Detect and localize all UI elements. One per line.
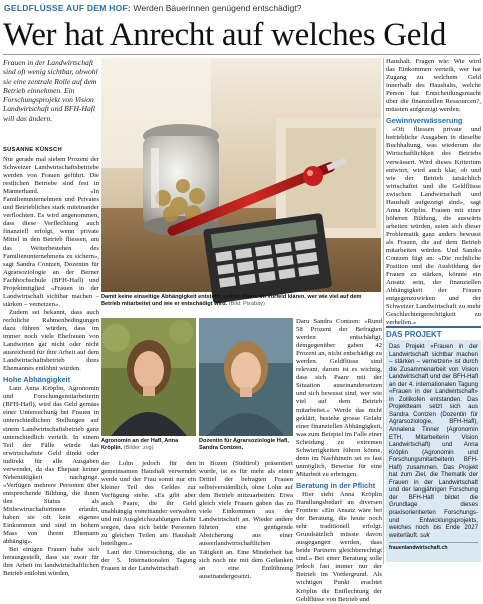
kicker: GELDFLÜSSE AUF DEM HOF: xyxy=(4,3,131,13)
portrait-sandra-contzen xyxy=(199,318,293,436)
portrait-photo xyxy=(101,318,196,436)
topline-subtitle: Werden Bäuerinnen genügend entschädigt? xyxy=(130,3,302,13)
portrait2-caption xyxy=(199,438,293,458)
subheading: Beratung in der Pflicht xyxy=(296,480,376,490)
photo-credit: (Bild: Pixabay) xyxy=(227,300,265,307)
paragraph: Hier sieht Anna Kröplin Handlungsbedarf an diversen Fronten: «Ein Ansatz wäre bei der Beratung, die heute noch sehr traditionell erfolgt. Grundsätzlich müsste davon ausgegangen werden, dass beide Partnern gleichberechtigt sind.» Bei einer Beratung solle jedoch fast immer nur der Betrieb im Vordergrund. Als wichtigen Punkt erachtet Kröplin die Entflechtung der Geldflüsse von Betrieb und xyxy=(296,490,382,603)
topline xyxy=(4,2,482,14)
paragraph: Daru Sandra Contzen: «Rund 58 Prozent der Befragten werden entschädigt, demgegenüber gaben 42 Prozent an, nicht entschädigt zu werden. Geldflüsse sind relevant, darum ist es wichtig, dass sich Paare mit der Situation auseinandersetzen und sich bewusst sind, wer wie viel auf dem Betrieb mitarbeitet.» Werde das nicht geklärt, bestehe grosse Gefahr einer finanziellen Abhängigkeit, was zum Beispiel im Falle einer Scheidung zu extremen Schwierigkeiten führen könne, denn im Nachhinein sei es fast unmöglich, Beweise für eine Mitarbeit zu erbringen. xyxy=(296,318,382,478)
portrait1-caption xyxy=(101,438,196,458)
column-divider xyxy=(383,58,384,564)
lead-text: Frauen in der Landwirtschaft sind oft wenig sichtbar, obwohl sie eine zentrale Rolle auf dem Betrieb einnehmen. Ein Forschungsprojekt von Vision Landwirtschaft und BFH-Hafl will das ändern. xyxy=(3,58,98,123)
project-text: Das Projekt «Frauen in der Landwirtschaft sichtbar machen – stärken – vernetzen» ist durch die Zusammenarbeit von Vision Landwirtschaft und der BFH-Hafl an der 4. internationalen Tagung «Frauen in der Landwirtschaft» in Zollikofen entstanden. Das Projektteam setzt sich aus Sandra Contzen (Dozentin für Agrarsoziologie, BFH-Hafl), Annalena Tinner (Agronomin ETH, Mitarbeiterin Vision Landwirtschaft) und Anna Kröplin (Agronomin und Forschungsmitarbeiterin BFH-Hafl) zusammen. Das Projekt hat zum Ziel, die Thematik der Frauen in der Landwirtschaft und der langjährigen Forschung der BFH-Hafl bildet die Grundlage dieses praxisorientierten Forschungs- und Entwicklungsprojekts, welches noch bis Ende 2027 weiterläuft. xyxy=(389,343,478,539)
article-column-5 xyxy=(386,58,481,327)
photo-credit: (Bilder: zvg) xyxy=(122,444,154,451)
subheading: Hohe Abhängigkeit xyxy=(3,375,71,385)
headline-rule xyxy=(3,54,480,55)
article-column-2 xyxy=(101,460,196,572)
article-column-4 xyxy=(296,318,382,603)
caption-text: Damit keine einseitige Abhängigkeit entsteht, sollten Paare im Vorfeld klären, wer wie viel auf dem Betrieb mitarbeitet und wie er entschädigt wird. xyxy=(101,294,362,307)
byline: SUSANNE KÜNSCH xyxy=(3,147,62,153)
portrait-anna-kroeplin xyxy=(101,318,196,436)
subheading: Gewinnverwässerung xyxy=(386,116,463,126)
paragraph: in Bozen (Südtirol) präsentiert wurde, ist es für mehr als einen Drittel der befragten Frauen selbstverständlich, ohne Lohn auf dem Betrieb mitzuarbeiten. Etwa gleich viele Frauen gaben das zu viele Einkommen aus der Landwirtschaft an. Wieder andere führten eine genügende Absicherung aus einer ausserlandwirtschaftlichen Tätigkeit an. Eine Minderheit hat sich noch nie mit dem Gedanken an eine Entlöhnung auseinandergesetzt. xyxy=(199,460,293,580)
project-box-title: DAS PROJEKT xyxy=(386,326,481,338)
project-url: frauenlandwirtschaft.ch xyxy=(389,542,478,553)
paragraph: Bei einigen Frauen habe sich herausgestellt, dass sie zwar für ihre Arbeit im landwirtschaftlichen Betrieb entlohnt würden, xyxy=(3,546,99,578)
paragraph: «Oft fliessen private und betriebliche Ausgaben in dieselbe Buchhaltung, was wiederum die Wirtschaftlichkeit des Betriebs verwässert. Wird dieses Kriterium entwirrt, wird auch klar, ob und wie der Betrieb tatsächlich wirtschaftet und die Geldflüsse zwischen Landwirtschaft und Haushalt aufgezeigt sind», sagt Anna Kröplin. Frauen mit einer höheren Bildung, die auswärts arbeiten würden, seien sich dieser Problematik ganz anders bewusst als Frauen, die auf dem Betrieb mitarbeiten würden. Und Sandra Contzen fügt an: «Die rechtliche Position und die Ausbildung der Frauen zu stärken, könnte ein Ansatz sein, der finanziellen Abhängigkeit der Frauen entgegenzuwirken und der Schweizer Landwirtschaft zu mehr Geschlechtergerechtigkeit zu verhelfen.» xyxy=(386,126,481,327)
headline: Wer hat Anrecht auf welches Geld xyxy=(3,17,447,53)
project-info-box xyxy=(386,340,481,562)
paragraph: Laut der Untersuchung, die an der 5. Internationalen Tagung Frauen in der Landwirtschaft xyxy=(101,548,196,572)
paragraph: Zudem sei bekannt, dass auch rechtliche Rahmenbedingungen dazu führen würden, dass im immer noch viele Ehefrauen von Landwirten gar nicht oder nicht ausreichend für ihre Arbeit auf dem Landwirtschaftsbetrieb ihres Ehemannes entlöhnt würden. xyxy=(3,308,99,373)
money-jar-calculator-illustration xyxy=(101,58,381,292)
main-photo xyxy=(101,58,381,292)
paragraph: Nur gerade mal sieben Prozent der Schweizer Landwirtschaftsbetriebe werden von Frauen geführt. Die restlichen Betriebe sind fest in Männerhand. «In Familienunternehmen und Privates und Betriebliches stark miteinander verflochten. Es wird angenommen, dass diese Verflechtung auch finanziell erfolgt, wenn private Mittel in den Betrieb fliessen, um das Weiterbestehen des Familienunternehmens zu sichern», sagt Sandra Contzen, Dozentin für Agrarsoziologie an der Berner Fachhochschule (BFH-Hafl) und Projektmitglied «Frauen in der Landwirtschaft sichtbar machen – stärken – vernetzen». xyxy=(3,156,99,308)
caption-text: Dozentin für Agrarsoziologie Hafl, Sandra Contzen. xyxy=(199,438,289,451)
article-column-1 xyxy=(3,156,99,578)
paragraph: Haushalt. Fragen wie: Wie wird das Einkommen verteilt, wer hat Zugang zu welchem Geld innerhalb des Haushalts, welche Person hat Entscheidungsmacht über die finanziellen Ressourcen?, müssten aufgezeigt werden. xyxy=(386,58,481,114)
paragraph: Laut Anna Kröplin, Agronomin und Forschungsmitarbeiterin (BFH-Hafl), wird das Geld gemäss einer Untersuchung bei Frauen in unterschiedlichen Stellungen auf einem Landwirtschaftsbetrieb ganz unterschiedlich verteilt. In einem Teil der Fälle würde das erwirtschaftete Geld direkt oder indirekt für alle Ausgaben verwendet, da das Ehepaar keiner Nebentätigkeit nachginge. «Verfügen mehrere Personen über entsprechende Bildung, die ihnen den Status als Mitbewirtschafterinnen erlaubt, haben sie oft kein eigenes Einkommen und sind in hohem Mass von ihrem Ehemann abhängig». xyxy=(3,385,99,546)
main-photo-caption xyxy=(101,294,381,314)
caption-text: Agronomin an der Hafl, Anna Kröplin. xyxy=(101,438,179,451)
article-column-3 xyxy=(199,460,293,580)
paragraph: der Lohn jedoch für den gemeinsamen Haushalt verwendet werde und der Frau somit nur ein kleiner Teil des Geldes zur Verfügung stehe. «Es gibt aber auch Paare, die ihr Geld unabhängig voneinander verwalten und mit Ausgleichszahlungen dafür sorgen, dass sich beide Personen zu gleichen Teilen am Haushalt beteiligen.» xyxy=(101,460,196,548)
portrait-photo xyxy=(199,318,293,436)
project-author: suk xyxy=(418,531,430,539)
